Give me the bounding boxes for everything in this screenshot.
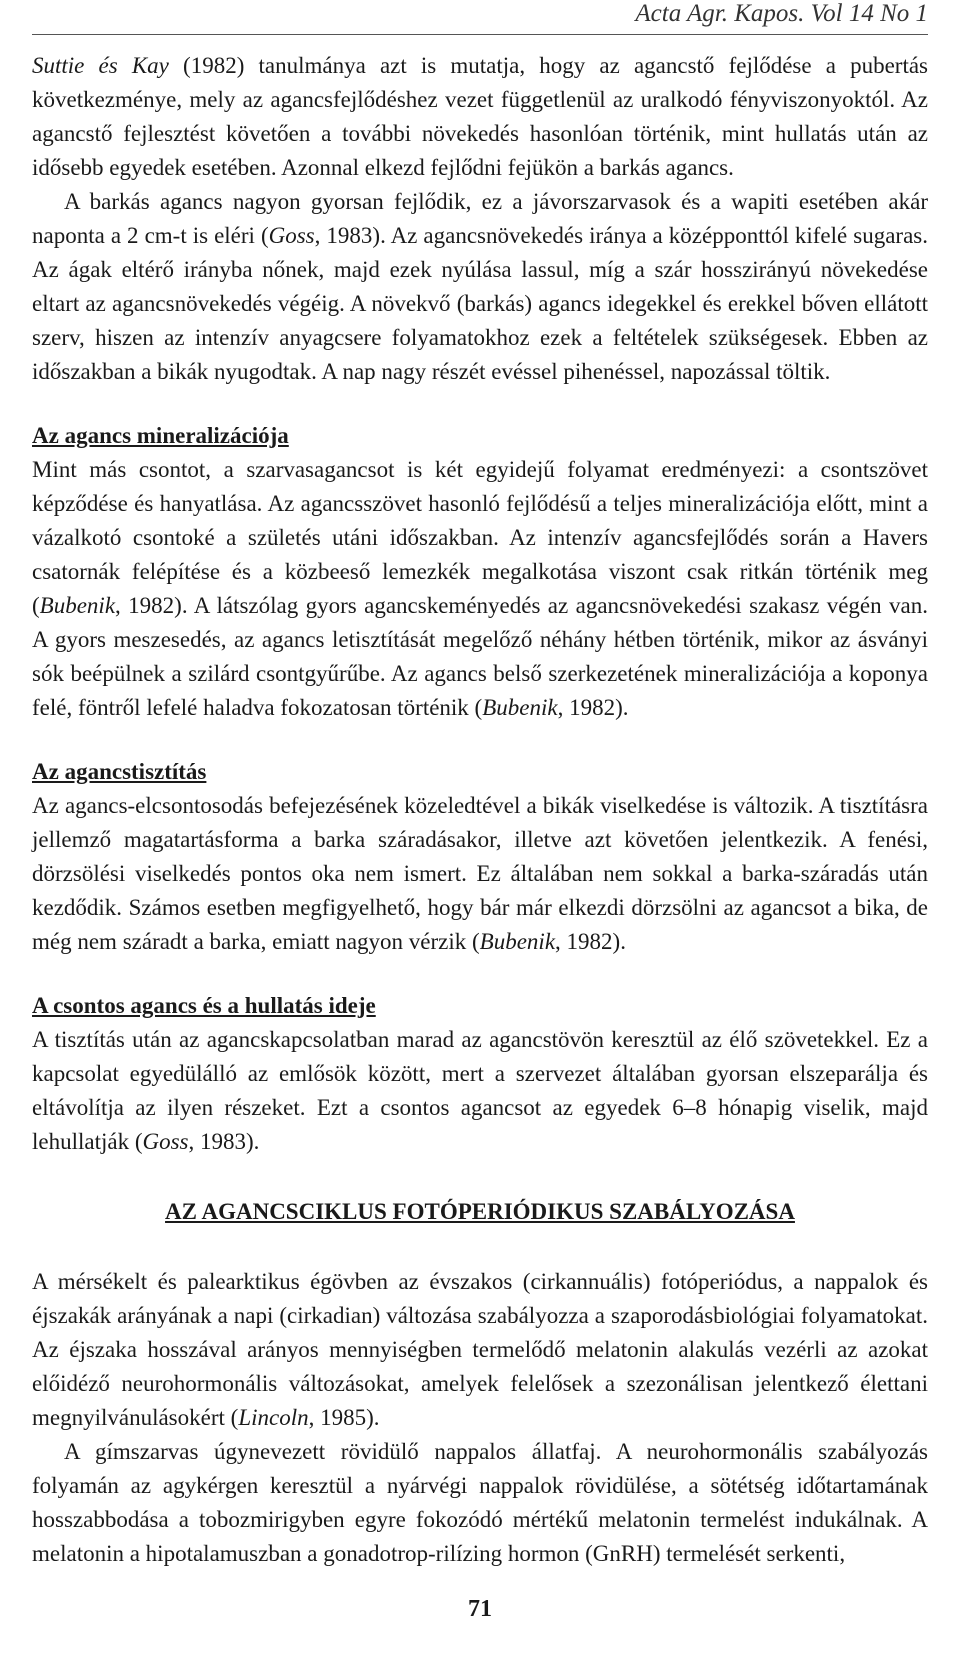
paragraph-1 bbox=[32, 49, 928, 185]
paragraph-5 bbox=[32, 1023, 928, 1159]
paragraph-text: Az agancs-elcsontosodás befejezésének közeledtével a bikák viselkedése is változik. A tisztításra jellemző magatartásforma a barka száradásakor, illetve azt követően jelentkezik. A fenési, dörzsölési viselkedés pontos oka nem ismert. Ez általában nem sokkal a barka-száradás után kezdődik. Számos esetben megfigyelhető, hogy bár már elkezdi dörzsölni az agancsot a bika, de még nem száradt a barka, emiatt nagyon vérzik ( bbox=[32, 793, 928, 954]
paragraph-text: A mérsékelt és palearktikus égövben az évszakos (cirkannuális) fotóperiódus, a nappalok és éjszakák arányának a napi (cirkadian) változása szabályozza a szaporodásbiológiai folyamatokat. Az éjszaka hosszával arányos mennyiségben termelődő melatonin alakulás vezérli az azokat előidéző neurohormonális változásokat, amelyek felelősek a szezonálisan jelentkező élettani megnyilvánulásokért ( bbox=[32, 1269, 928, 1430]
page bbox=[32, 0, 928, 1571]
paragraph-6 bbox=[32, 1265, 928, 1435]
paragraph-text: A barkás agancs nagyon gyorsan fejlődik, ez a jávorszarvasok és a wapiti esetében akár naponta a 2 cm-t is eléri ( bbox=[32, 189, 928, 248]
citation: Goss bbox=[268, 223, 315, 248]
citation: Goss bbox=[142, 1129, 189, 1154]
paragraph-text: A tisztítás után az agancskapcsolatban marad az agancstövön keresztül az élő szövetekkel. Ez a kapcsolat egyedülálló az emlősök között, mert a szervezet általában gyorsan elszeparálja és eltávolítja az ilyen részeket. Ezt a csontos agancsot az egyedek 6–8 hónapig viselik, majd lehullatják ( bbox=[32, 1027, 928, 1154]
paragraph-text: , 1983). Az agancsnövekedés iránya a középponttól kifelé sugaras. Az ágak eltérő irányba nőnek, majd ezek nyúlása lassul, míg a szár hosszirányú növekedése eltart az agancsnövekedés végéig. A növekvő (barkás) agancs idegekkel és erekkel bőven ellátott szerv, hiszen az intenzív anyagcsere folyamatokhoz ezek a feltételek szükségesek. Ebben az időszakban a bikák nyugodtak. A nap nagy részét evéssel pihenéssel, napozással töltik. bbox=[32, 223, 928, 384]
paragraph-4 bbox=[32, 789, 928, 959]
paragraph-text: , 1982). bbox=[555, 929, 626, 954]
paragraph-text: Mint más csontot, a szarvasagancsot is két egyidejű folyamat eredményezi: a csontszövet képződése és hanyatlása. Az agancsszövet hasonló fejlődésű a teljes mineralizációja előtt, mint a vázalkotó csontoké a születés utáni időszakban. Az intenzív agancsfejlődés során a Havers csatornák felépítése és a közbeeső lemezkék megalkotása viszont csak ritkán történik meg ( bbox=[32, 457, 928, 618]
paragraph-3 bbox=[32, 453, 928, 725]
paragraph-text: , 1982). bbox=[557, 695, 629, 720]
paragraph-text: , 1985). bbox=[308, 1405, 380, 1430]
citation: Bubenik bbox=[39, 593, 116, 618]
section-heading: AZ AGANCSCIKLUS FOTÓPERIÓDIKUS SZABÁLYOZÁSA bbox=[165, 1199, 795, 1224]
page-number: 71 bbox=[468, 1596, 492, 1622]
paragraph-7 bbox=[32, 1435, 928, 1571]
subsection-heading-cleaning: Az agancstisztítás bbox=[32, 759, 207, 784]
citation: Lincoln bbox=[238, 1405, 309, 1430]
citation: Bubenik bbox=[479, 929, 556, 954]
paragraph-text: (1982) tanulmánya azt is mutatja, hogy az agancstő fejlődése a pubertás következménye, mely az agancsfejlődéshez vezet függetlenül az uralkodó fényviszonyoktól. Az agancstő fejlesztést követően a további növekedés hasonlóan történik, mint hullatás után az idősebb egyedek esetében. Azonnal elkezd fejlődni fejükön a barkás agancs. bbox=[32, 53, 929, 180]
paragraph-text: , 1983). bbox=[188, 1129, 260, 1154]
citation: Suttie és Kay bbox=[32, 53, 169, 78]
running-head: Acta Agr. Kapos. Vol 14 No 1 bbox=[635, 0, 928, 27]
subsection-heading-mineralization: Az agancs mineralizációja bbox=[32, 423, 289, 448]
citation: Bubenik bbox=[482, 695, 558, 720]
paragraph-text: , 1982). A látszólag gyors agancskeményedés az agancsnövekedési szakasz végén van. A gyors meszesedés, az agancs letisztítását megelőző néhány hétben történik, mikor az ásványi sók beépülnek a szilárd csontgyűrűbe. Az agancs belső szerkezetének mineralizációja a koponya felé, föntről lefelé haladva fokozatosan történik ( bbox=[32, 593, 928, 720]
paragraph-2 bbox=[32, 185, 928, 389]
subsection-heading-shedding: A csontos agancs és a hullatás ideje bbox=[32, 993, 376, 1018]
paragraph-text: A gímszarvas úgynevezett rövidülő nappalos állatfaj. A neurohormonális szabályozás folyamán az agykérgen keresztül a nyárvégi nappalok rövidülése, a sötétség időtartamának hosszabbodása a tobozmirigyben egyre fokozódó mértékű melatonin termelést indukálnak. A melatonin a hipotalamuszban a gonadotrop-rilízing hormon (GnRH) termelését serkenti, bbox=[32, 1439, 928, 1566]
